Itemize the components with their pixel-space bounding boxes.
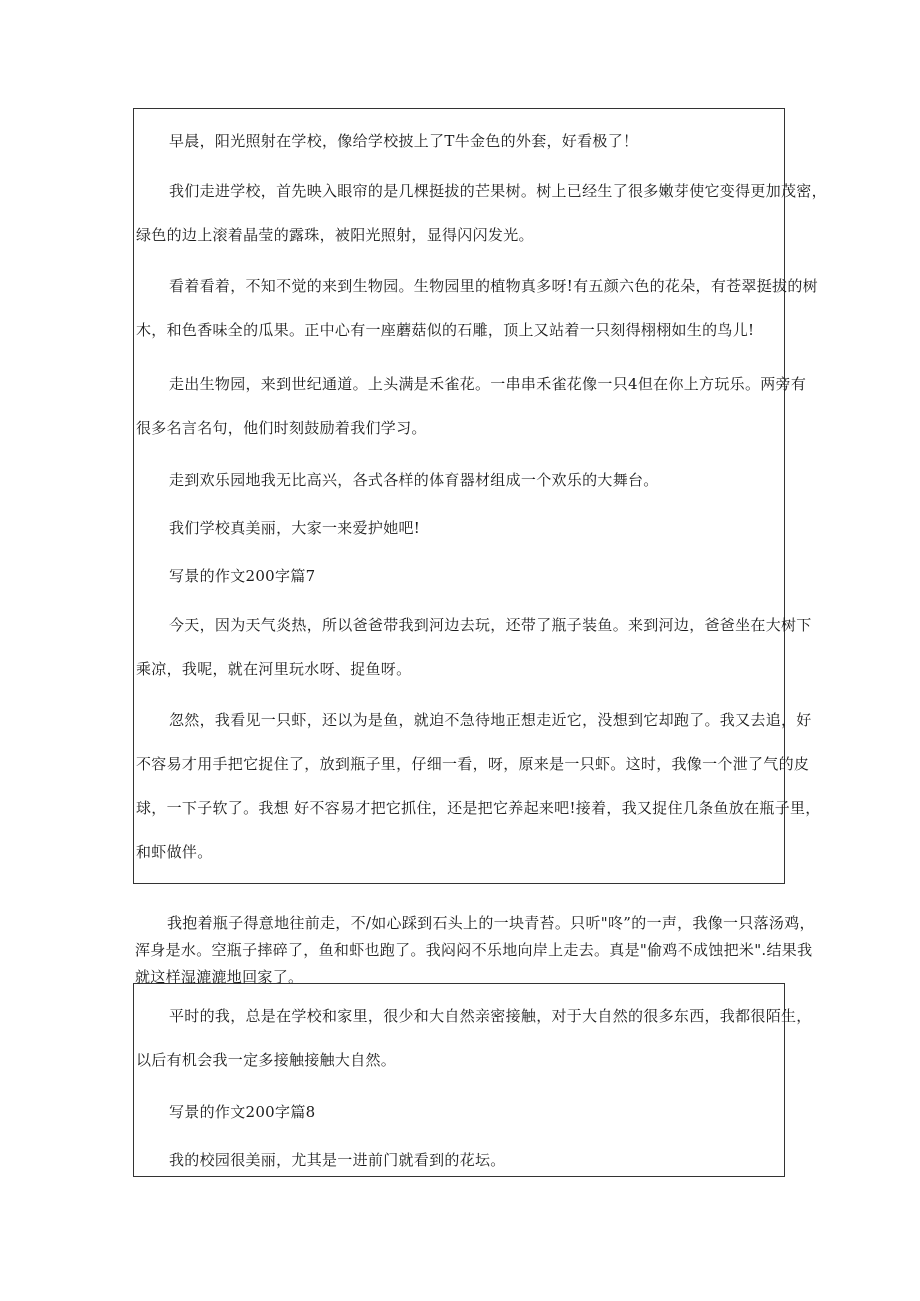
text-line: 以后有机会我一定多接触接触大自然。 — [136, 1051, 397, 1069]
text-line: 我们学校真美丽，大家一来爱护她吧! — [169, 519, 421, 537]
paragraph — [134, 470, 786, 490]
text-line: 看着看着，不知不觉的来到生物园。生物园里的植物真多呀!有五颜六色的花朵，有苍翠挺拔的树 — [169, 277, 818, 295]
text-line: 平时的我，总是在学校和家里，很少和大自然亲密接触，对于大自然的很多东西，我都很陌生， — [169, 1007, 812, 1025]
text-line: 走出生物园，来到世纪通道。上头满是禾雀花。一串串禾雀花像一只4但在你上方玩乐。两旁有 — [169, 375, 807, 393]
text-line: 写景的作文200字篇8 — [169, 1103, 316, 1121]
text-line: 不容易才用手把它捉住了，放到瓶子里，仔细一看，呀，原来是一只虾。这时，我像一个泄了气的皮 — [136, 755, 810, 773]
section-heading — [134, 1102, 786, 1122]
paragraph — [134, 710, 821, 862]
text-line: 就这样湿漉漉地回家了。 — [135, 968, 304, 986]
text-line: 和虾做伴。 — [136, 843, 213, 861]
text-line: 球，一下子软了。我想 好不容易才把它抓住，还是把它养起来吧!接着，我又捉住几条鱼放在瓶子里， — [136, 799, 821, 817]
text-line: 乘凉，我呢，就在河里玩水呀、捉鱼呀。 — [136, 660, 412, 678]
text-line: 我的校园很美丽，尤其是一进前门就看到的花坛。 — [169, 1151, 506, 1169]
section-heading — [134, 566, 786, 586]
paragraph — [134, 615, 812, 679]
text-line: 忽然，我看见一只虾，还以为是鱼，就迫不急待地正想走近它，没想到它却跑了。我又去追，好 — [169, 711, 812, 729]
text-line: 写景的作文200字篇7 — [169, 567, 316, 585]
paragraph — [134, 1150, 786, 1170]
text-line: 浑身是水。空瓶子摔碎了，鱼和虾也跑了。我闷闷不乐地向岸上走去。真是"偷鸡不成蚀把米".结果我 — [135, 941, 813, 959]
text-line: 很多名言名句，他们时刻鼓励着我们学习。 — [136, 419, 427, 437]
paragraph — [134, 374, 807, 438]
text-line: 我抱着瓶子得意地往前走，不/如心踩到石头上的一块青苔。只听"咚”的一声，我像一只落汤鸡， — [167, 914, 815, 932]
text-line: 绿色的边上滚着晶莹的露珠，被阳光照射，显得闪闪发光。 — [136, 226, 534, 244]
text-line: 今天，因为天气炎热，所以爸爸带我到河边去玩，还带了瓶子装鱼。来到河边，爸爸坐在大树下 — [169, 616, 812, 634]
content-box-bottom — [133, 983, 812, 1177]
paragraph — [134, 518, 786, 538]
paragraph — [134, 181, 827, 245]
text-line: 我们走进学校，首先映入眼帘的是几棵挺拔的芒果树。树上已经生了很多嫩芽使它变得更加茂密， — [169, 182, 827, 200]
paragraph — [134, 131, 786, 151]
text-line: 走到欢乐园地我无比高兴，各式各样的体育器材组成一个欢乐的大舞台。 — [169, 471, 659, 489]
content-box-top — [133, 108, 827, 884]
paragraph — [134, 276, 818, 340]
text-line: 早晨，阳光照射在学校，像给学校披上了T牛金色的外套，好看极了！ — [169, 132, 639, 150]
free-paragraph — [135, 910, 815, 991]
text-line: 木，和色香味全的瓜果。正中心有一座蘑菇似的石雕，顶上又站着一只刻得栩栩如生的鸟儿! — [136, 321, 755, 339]
paragraph — [134, 1006, 812, 1070]
